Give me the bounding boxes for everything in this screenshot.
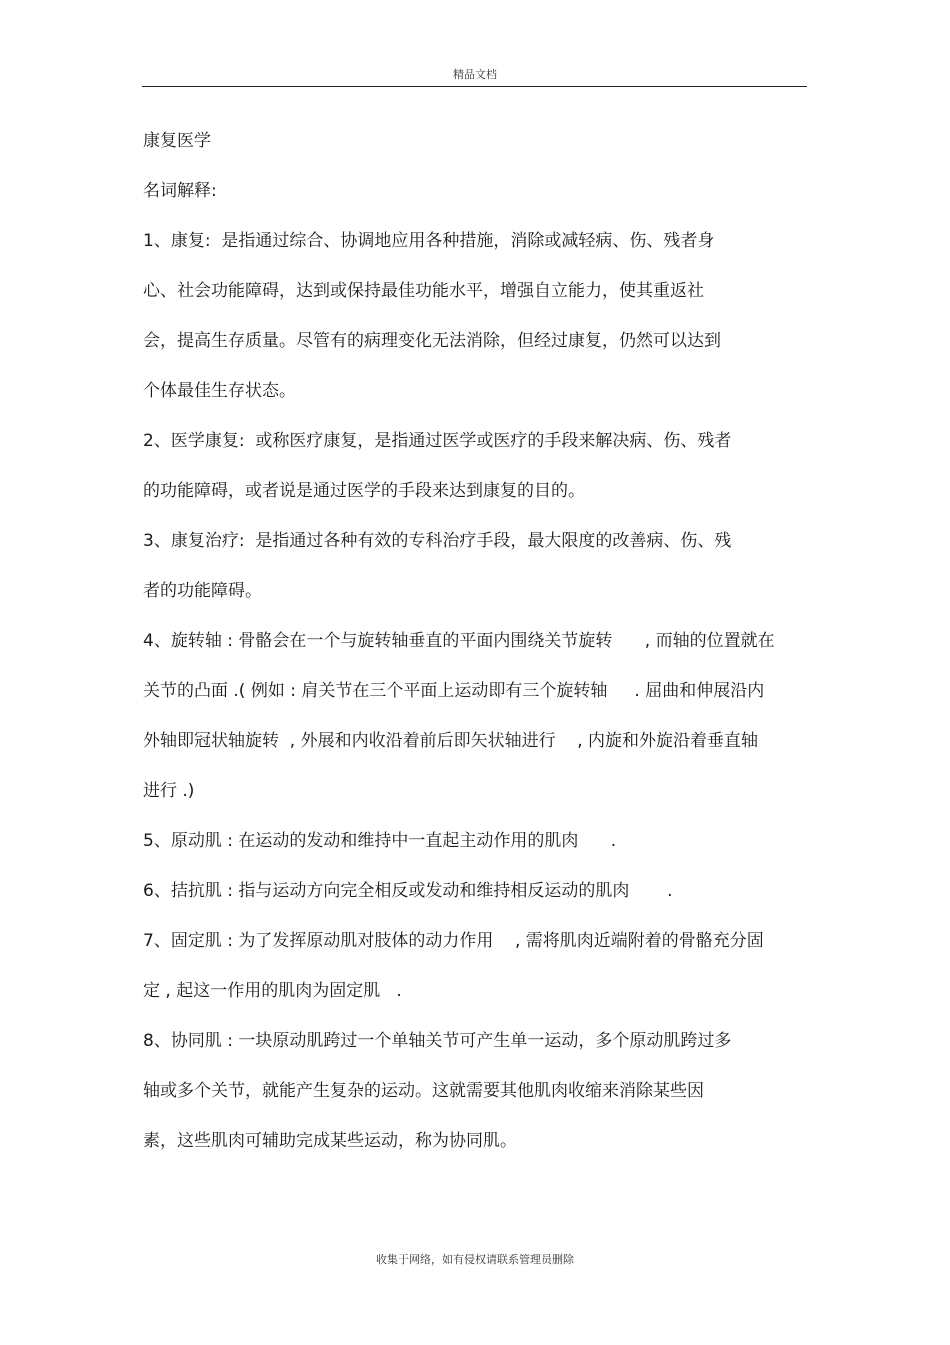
section-heading: 名词解释: xyxy=(143,181,217,201)
text-line: 素，这些肌肉可辅助完成某些运动，称为协同肌。 xyxy=(143,1131,517,1151)
text-line: 进行 .) xyxy=(143,781,195,801)
text-line: 轴或多个关节，就能产生复杂的运动。这就需要其他肌肉收缩来消除某些因 xyxy=(143,1081,704,1101)
page-header: 精品文档 xyxy=(453,68,497,81)
text-line: 2、医学康复: 或称医疗康复，是指通过医学或医疗的手段来解决病、伤、残者 xyxy=(143,431,732,451)
text-line: 3、康复治疗: 是指通过各种有效的专科治疗手段，最大限度的改善病、伤、残 xyxy=(143,531,732,551)
text-line: 6、拮抗肌 : 指与运动方向完全相反或发动和维持相反运动的肌肉 . xyxy=(143,881,673,901)
text-line: 4、旋转轴 : 骨骼会在一个与旋转轴垂直的平面内围绕关节旋转 , 而轴的位置就在 xyxy=(143,631,775,651)
text-line: 个体最佳生存状态。 xyxy=(143,381,296,401)
text-line: 心、社会功能障碍，达到或保持最佳功能水平，增强自立能力，使其重返社 xyxy=(143,281,704,301)
header-divider xyxy=(142,86,807,87)
text-line: 关节的凸面 .( 例如 : 肩关节在三个平面上运动即有三个旋转轴 . 屈曲和伸展沿内 xyxy=(143,681,765,701)
text-line: 的功能障碍，或者说是通过医学的手段来达到康复的目的。 xyxy=(143,481,585,501)
page-footer: 收集于网络，如有侵权请联系管理员删除 xyxy=(376,1253,574,1266)
text-line: 1、康复: 是指通过综合、协调地应用各种措施，消除或减轻病、伤、残者身 xyxy=(143,231,715,251)
text-line: 者的功能障碍。 xyxy=(143,581,262,601)
document-title: 康复医学 xyxy=(143,131,211,151)
text-line: 7、固定肌 : 为了发挥原动肌对肢体的动力作用 , 需将肌肉近端附着的骨骼充分固 xyxy=(143,931,764,951)
text-line: 定 , 起这一作用的肌肉为固定肌 . xyxy=(143,981,402,1001)
text-line: 外轴即冠状轴旋转 , 外展和内收沿着前后即矢状轴进行 , 内旋和外旋沿着垂直轴 xyxy=(143,731,759,751)
text-line: 8、协同肌 : 一块原动肌跨过一个单轴关节可产生单一运动，多个原动肌跨过多 xyxy=(143,1031,732,1051)
text-line: 5、原动肌 : 在运动的发动和维持中一直起主动作用的肌肉 . xyxy=(143,831,617,851)
text-line: 会，提高生存质量。尽管有的病理变化无法消除，但经过康复，仍然可以达到 xyxy=(143,331,721,351)
